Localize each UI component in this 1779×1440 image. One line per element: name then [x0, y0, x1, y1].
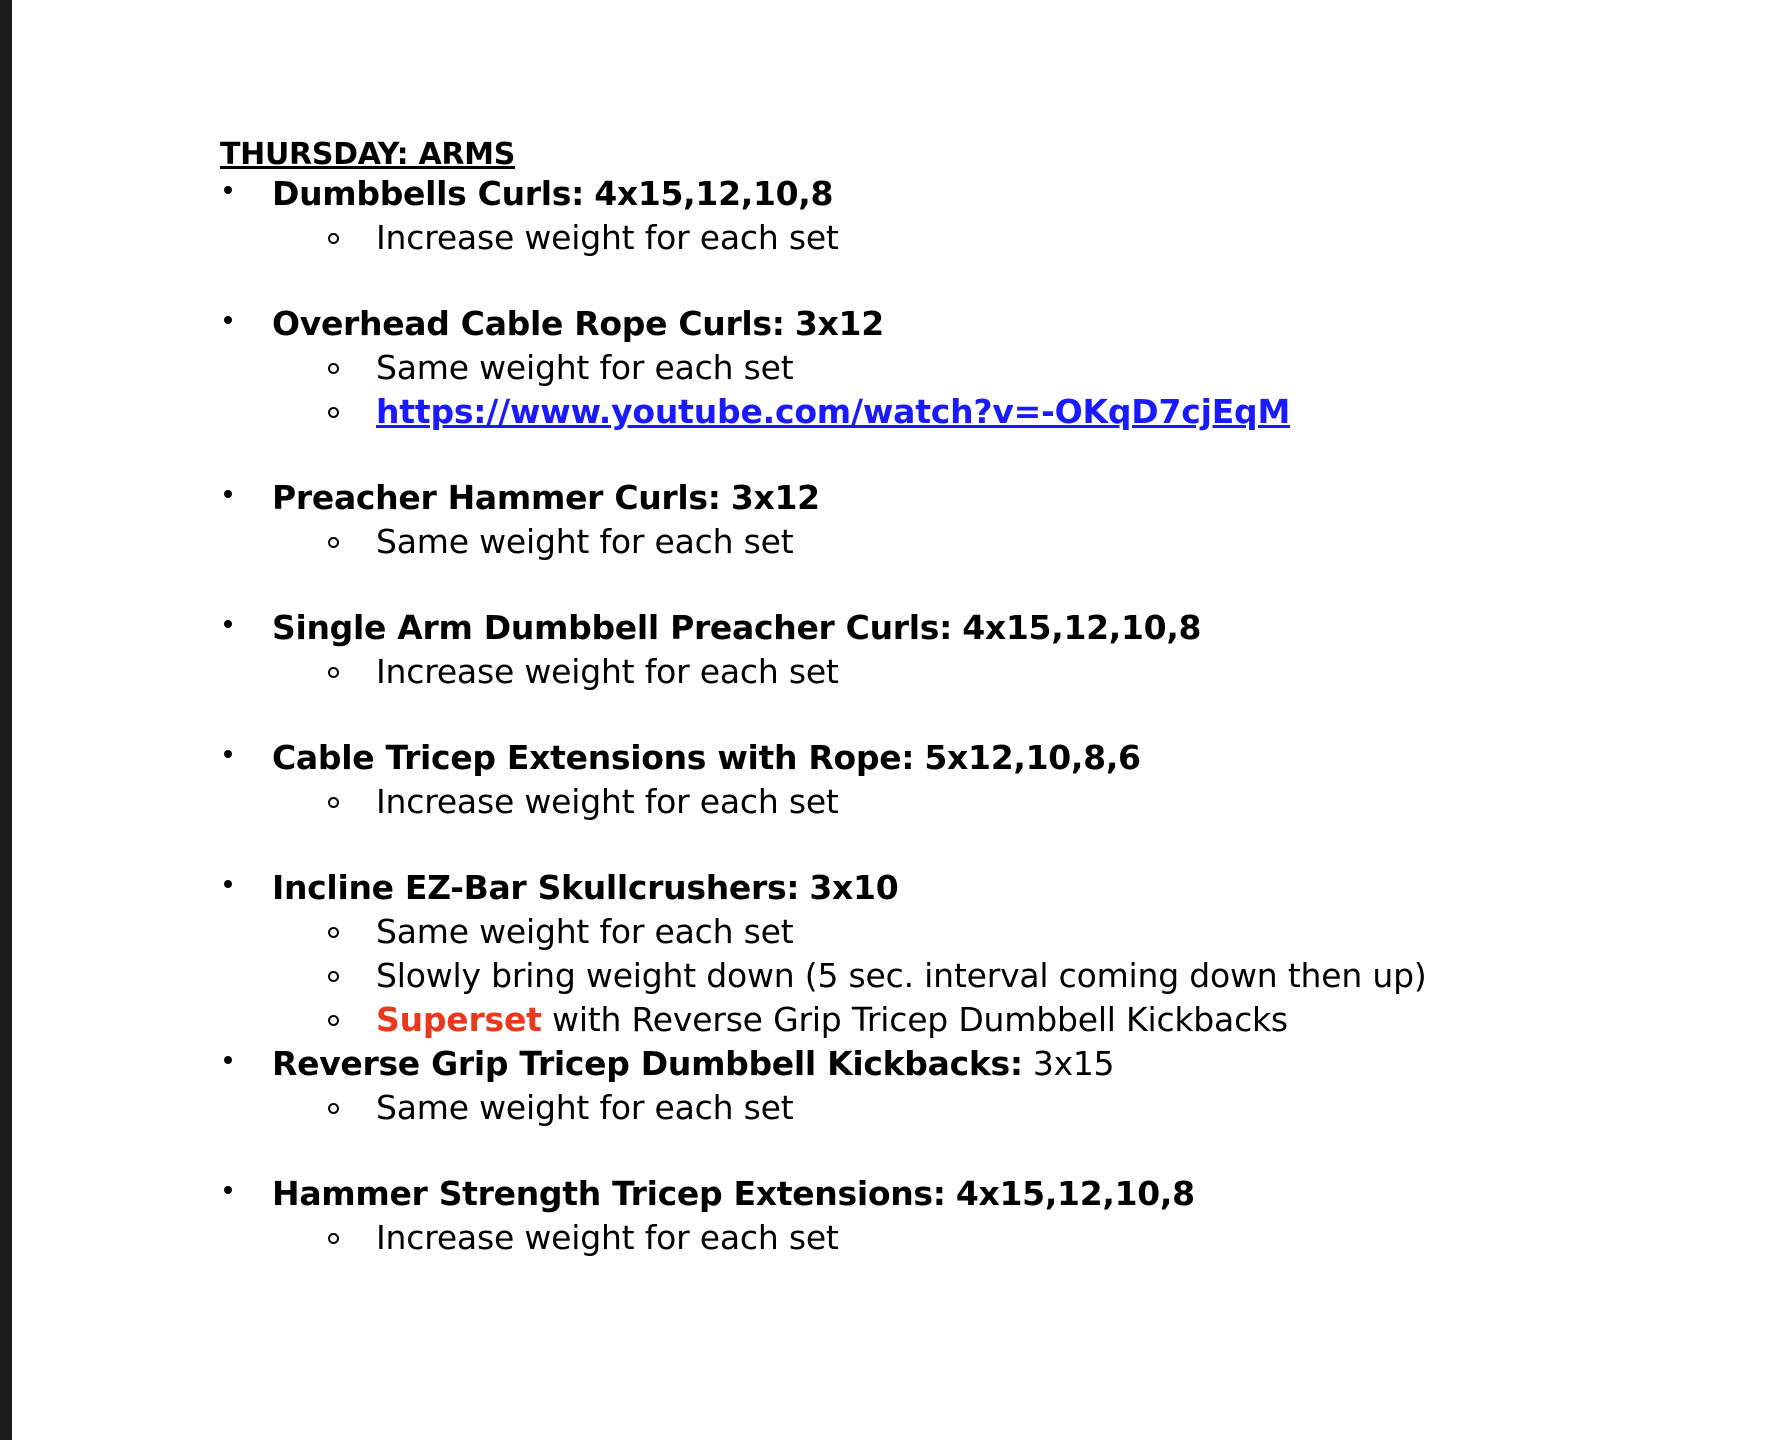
note-item: Increase weight for each set	[272, 650, 1720, 694]
exercise-sets: 3x12	[794, 304, 884, 343]
exercise-reverse-grip-kickbacks	[220, 1042, 1720, 1130]
exercise-name: Cable Tricep Extensions with Rope:	[272, 738, 915, 777]
note-item: Same weight for each set	[272, 346, 1720, 390]
page-title: THURSDAY: ARMS	[220, 137, 516, 172]
bullet-icon	[224, 490, 232, 498]
exercise-preacher-hammer-curls	[220, 476, 1720, 564]
exercise-dumbbells-curls	[220, 172, 1720, 260]
exercise-name: Reverse Grip Tricep Dumbbell Kickbacks:	[272, 1044, 1023, 1083]
exercise-notes	[272, 780, 1720, 824]
bullet-icon	[224, 880, 232, 888]
note-item: Same weight for each set	[272, 910, 1720, 954]
exercise-sets: 4x15,12,10,8	[594, 174, 834, 213]
exercise-sets: 4x15,12,10,8	[955, 1174, 1195, 1213]
exercise-notes	[272, 1216, 1720, 1260]
left-border	[0, 0, 12, 1440]
exercise-name: Dumbbells Curls:	[272, 174, 584, 213]
note-item: Same weight for each set	[272, 520, 1720, 564]
circle-bullet-icon	[328, 1233, 339, 1244]
exercise-cable-tricep-extensions	[220, 736, 1720, 824]
exercise-name: Incline EZ-Bar Skullcrushers:	[272, 868, 800, 907]
bullet-icon	[224, 1186, 232, 1194]
exercise-notes	[272, 216, 1720, 260]
note-item: Increase weight for each set	[272, 216, 1720, 260]
exercise-sets: 3x10	[809, 868, 899, 907]
circle-bullet-icon	[328, 667, 339, 678]
bullet-icon	[224, 620, 232, 628]
circle-bullet-icon	[328, 363, 339, 374]
exercise-notes	[272, 910, 1720, 1042]
exercise-notes	[272, 520, 1720, 564]
circle-bullet-icon	[328, 1103, 339, 1114]
exercise-incline-ez-bar-skullcrushers	[220, 866, 1720, 1042]
exercise-notes	[272, 346, 1720, 434]
exercise-name: Overhead Cable Rope Curls:	[272, 304, 785, 343]
circle-bullet-icon	[328, 537, 339, 548]
circle-bullet-icon	[328, 797, 339, 808]
exercise-name: Hammer Strength Tricep Extensions:	[272, 1174, 946, 1213]
exercise-sets: 3x15	[1032, 1044, 1115, 1083]
note-item: Increase weight for each set	[272, 1216, 1720, 1260]
superset-text: with Reverse Grip Tricep Dumbbell Kickbacks	[541, 1000, 1288, 1039]
youtube-link[interactable]: https://www.youtube.com/watch?v=-OKqD7cjEqM	[376, 392, 1291, 431]
circle-bullet-icon	[328, 1015, 339, 1026]
exercise-sets: 3x12	[730, 478, 820, 517]
circle-bullet-icon	[328, 971, 339, 982]
note-item: Increase weight for each set	[272, 780, 1720, 824]
bullet-icon	[224, 186, 232, 194]
circle-bullet-icon	[328, 407, 339, 418]
exercise-notes	[272, 1086, 1720, 1130]
note-item	[272, 390, 1720, 434]
exercise-sets: 4x15,12,10,8	[962, 608, 1202, 647]
circle-bullet-icon	[328, 233, 339, 244]
document-page	[220, 138, 1720, 1260]
superset-label: Superset	[376, 1000, 542, 1039]
exercise-name: Single Arm Dumbbell Preacher Curls:	[272, 608, 953, 647]
note-item	[272, 998, 1720, 1042]
exercise-sets: 5x12,10,8,6	[924, 738, 1141, 777]
note-item: Slowly bring weight down (5 sec. interval coming down then up)	[272, 954, 1720, 998]
exercise-single-arm-preacher-curls	[220, 606, 1720, 694]
exercise-name: Preacher Hammer Curls:	[272, 478, 721, 517]
bullet-icon	[224, 316, 232, 324]
exercise-hammer-strength-tricep-extensions	[220, 1172, 1720, 1260]
bullet-icon	[224, 750, 232, 758]
note-item: Same weight for each set	[272, 1086, 1720, 1130]
exercise-notes	[272, 650, 1720, 694]
exercise-overhead-cable-rope-curls	[220, 302, 1720, 434]
bullet-icon	[224, 1056, 232, 1064]
circle-bullet-icon	[328, 927, 339, 938]
